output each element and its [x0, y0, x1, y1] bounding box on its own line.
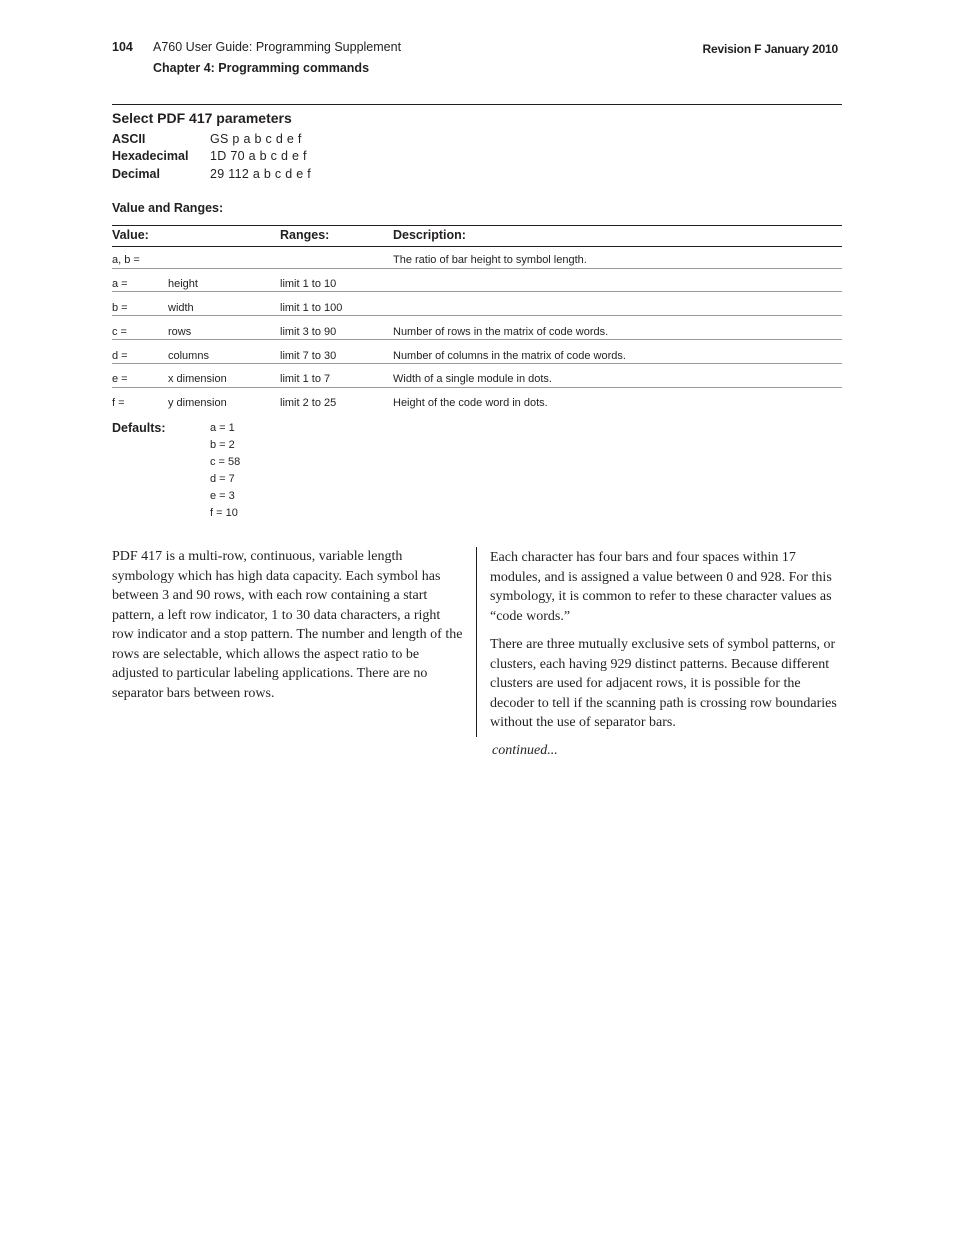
- table-title: Value and Ranges:: [112, 201, 224, 215]
- column-header-value: Value:: [112, 228, 149, 242]
- column-divider: [476, 547, 477, 737]
- row-divider: [112, 268, 842, 269]
- body-paragraph: Each character has four bars and four spaces within 17 modules, and is assigned a value between 0 and 928. For this symbology, it is common to refer to these character values as “code words.”: [490, 550, 832, 624]
- default-value: e = 3: [210, 490, 235, 502]
- row-variable: a =: [112, 278, 128, 290]
- format-value: GS p a b c d e f: [210, 132, 302, 146]
- row-description: Number of columns in the matrix of code words.: [393, 350, 626, 362]
- row-range: limit 1 to 7: [280, 373, 331, 385]
- table-header-rule: [112, 246, 842, 247]
- row-variable: d =: [112, 350, 128, 362]
- format-value: 1D 70 a b c d e f: [210, 149, 307, 163]
- row-range: limit 7 to 30: [280, 350, 337, 362]
- row-description: The ratio of bar height to symbol length.: [393, 254, 587, 266]
- default-value: d = 7: [210, 473, 235, 485]
- row-variable: b =: [112, 302, 128, 314]
- format-label: ASCII: [112, 132, 146, 146]
- document-title: A760 User Guide: Programming Supplement: [153, 40, 402, 54]
- format-value: 29 112 a b c d e f: [210, 167, 312, 181]
- default-value: f = 10: [210, 507, 238, 519]
- format-label: Decimal: [112, 167, 160, 181]
- page-number: 104: [112, 40, 133, 54]
- row-description: Number of rows in the matrix of code words.: [393, 326, 609, 338]
- row-name: rows: [168, 326, 192, 338]
- row-name: width: [168, 302, 194, 314]
- default-value: b = 2: [210, 439, 235, 451]
- body-left-column: [112, 547, 464, 712]
- row-name: y dimension: [168, 397, 227, 409]
- body-paragraph: There are three mutually exclusive sets of symbol patterns, or clusters, each having 929 distinct patterns. Because different clusters are used for adjacent rows, it is possible for the decoder to tell if the scanning path is crossing row boundaries without the use of separator bars.: [490, 637, 837, 730]
- revision-label: Revision F January 2010: [702, 42, 838, 56]
- row-variable: f =: [112, 397, 125, 409]
- row-divider: [112, 387, 842, 388]
- continued-note: continued...: [492, 743, 558, 758]
- row-divider: [112, 291, 842, 292]
- row-variable: c =: [112, 326, 127, 338]
- row-variable: a, b =: [112, 254, 140, 266]
- column-header-description: Description:: [393, 228, 466, 242]
- row-range: limit 3 to 90: [280, 326, 337, 338]
- row-description: Width of a single module in dots.: [393, 373, 552, 385]
- chapter-title: Chapter 4: Programming commands: [153, 61, 370, 75]
- row-divider: [112, 363, 842, 364]
- row-description: Height of the code word in dots.: [393, 397, 548, 409]
- format-label: Hexadecimal: [112, 149, 189, 163]
- row-variable: e =: [112, 373, 128, 385]
- row-range: limit 1 to 10: [280, 278, 337, 290]
- row-range: limit 1 to 100: [280, 302, 343, 314]
- table-top-rule: [112, 225, 842, 226]
- default-value: a = 1: [210, 422, 235, 434]
- row-divider: [112, 315, 842, 316]
- row-range: limit 2 to 25: [280, 397, 337, 409]
- row-name: columns: [168, 350, 209, 362]
- section-divider: [112, 104, 842, 105]
- defaults-label: Defaults:: [112, 421, 166, 435]
- default-value: c = 58: [210, 456, 241, 468]
- row-divider: [112, 339, 842, 340]
- body-right-column: [490, 548, 844, 742]
- column-header-ranges: Ranges:: [280, 228, 330, 242]
- row-name: x dimension: [168, 373, 227, 385]
- row-name: height: [168, 278, 198, 290]
- body-paragraph: PDF 417 is a multi-row, continuous, variable length symbology which has high data capacity. Each symbol has between 3 and 90 rows, with each row containing a start pattern, a left row indicator, 1 to 30 data characters, a right row indicator and a stop pattern. The number and length of the rows are selectable, which allows the aspect ratio to be adjusted to particular labeling applications. There are no separator bars between rows.: [112, 549, 463, 701]
- section-title: Select PDF 417 parameters: [112, 110, 292, 126]
